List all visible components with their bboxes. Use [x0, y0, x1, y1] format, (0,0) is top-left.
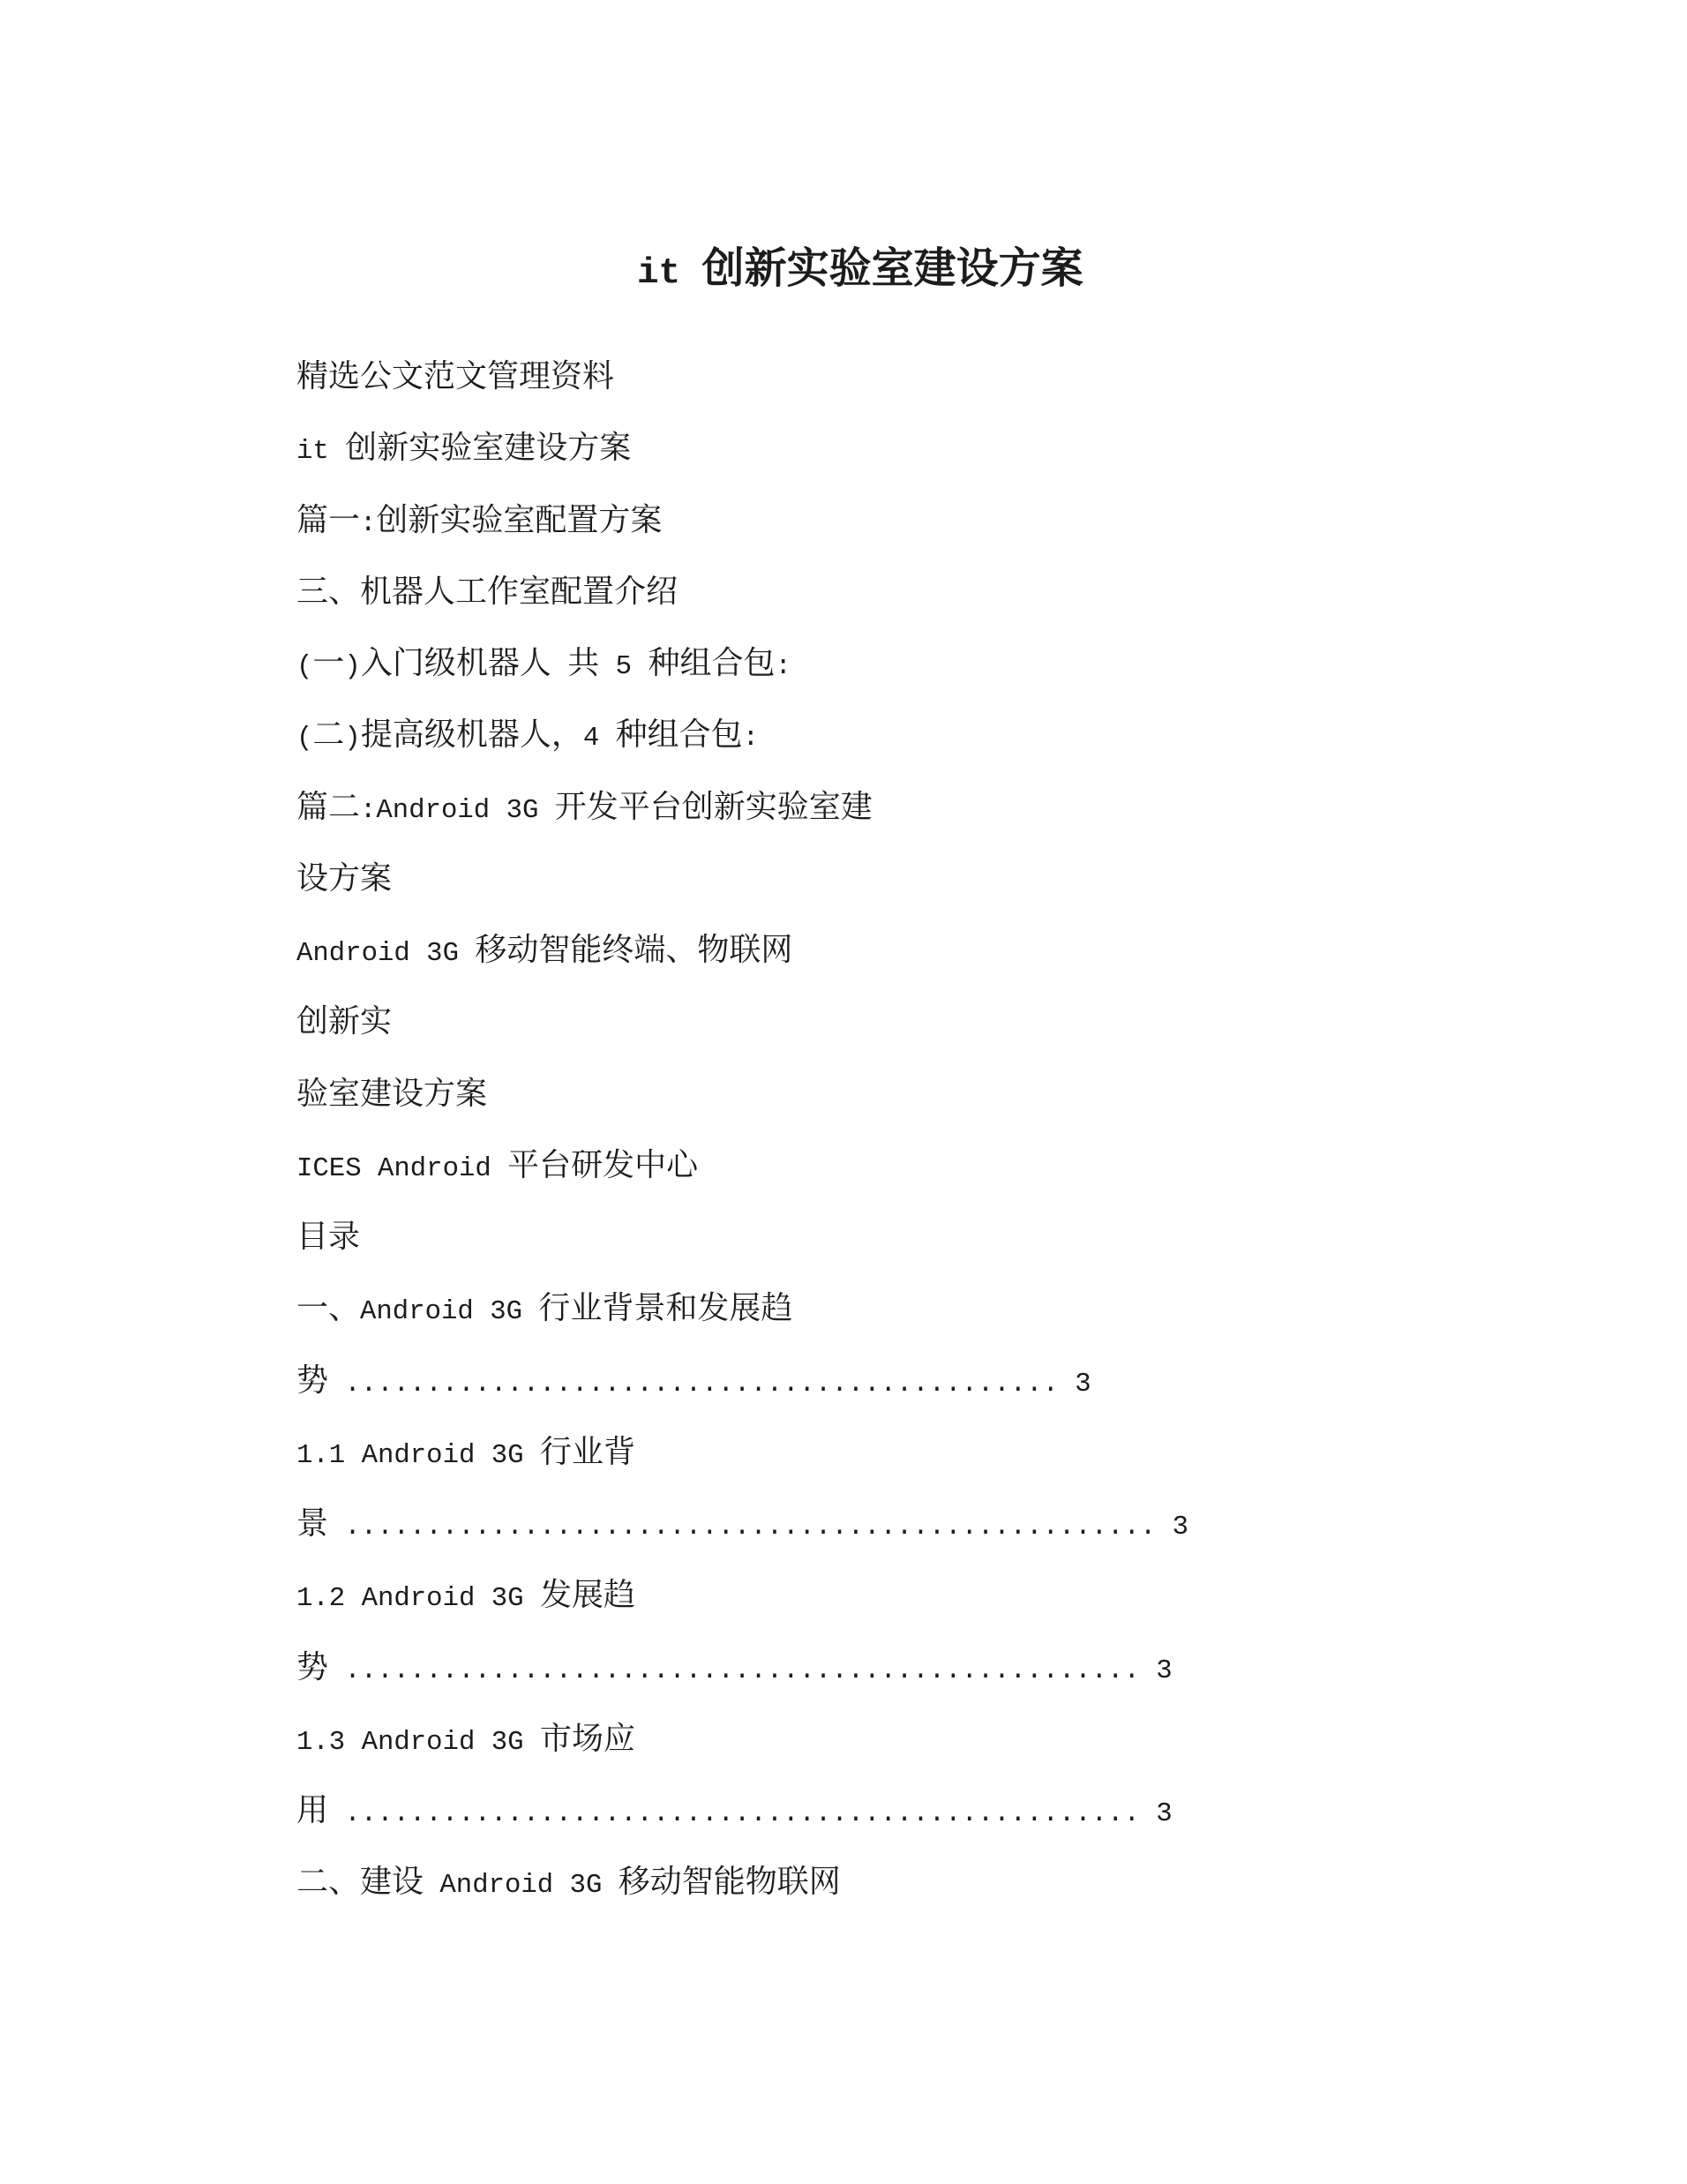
latin-run: :: [360, 507, 377, 539]
toc-entry-leader: 用 ................................................. 3: [296, 1792, 1173, 1829]
toc-entry-leader: 势 ............................................ 3: [296, 1362, 1091, 1400]
list-item: (二)提高级机器人，4 种组合包:: [296, 717, 760, 754]
document-title: it 创新实验室建设方案: [637, 245, 1083, 294]
document-body: [296, 341, 1532, 1918]
list-item: (一)入门级机器人 共 5 种组合包:: [296, 645, 791, 682]
toc-entry-title: 1.2 Android 3G 发展趋: [296, 1577, 635, 1615]
toc-entry-leader: 势 ................................................. 3: [296, 1648, 1173, 1686]
latin-run: 1.1 Android 3G: [296, 1439, 540, 1471]
toc-entry-title: 1.1 Android 3G 行业背: [296, 1433, 635, 1471]
latin-run: 1.3 Android 3G: [296, 1726, 540, 1758]
latin-run: Android 3G: [360, 1296, 539, 1328]
latin-run: 4: [582, 723, 616, 754]
cover-title-line: 验室建设方案: [296, 1075, 488, 1111]
latin-run: :Android 3G: [360, 794, 555, 826]
latin-run: Android 3G: [424, 1870, 619, 1902]
latin-run: ICES Android: [296, 1152, 508, 1184]
latin-run: it: [296, 436, 346, 468]
section-heading-2-continued: 设方案: [296, 859, 393, 896]
latin-run: :: [742, 723, 760, 754]
latin-run: (: [296, 723, 313, 754]
toc-entry-leader: 景 .................................................. 3: [296, 1505, 1189, 1542]
latin-run: ................................................. 3: [328, 1655, 1173, 1686]
doc-heading: it 创新实验室建设方案: [296, 430, 632, 468]
cover-title-line: 创新实: [296, 1003, 393, 1039]
cover-title-line: Android 3G 移动智能终端、物联网: [296, 932, 793, 969]
toc-entry-title: 1.3 Android 3G 市场应: [296, 1720, 635, 1758]
source-label: 精选公文范文管理资料: [296, 358, 615, 394]
toc-entry-title: 一、Android 3G 行业背景和发展趋: [296, 1290, 793, 1328]
toc-heading: 目录: [296, 1219, 361, 1254]
section-heading-1: 篇一:创新实验室配置方案: [296, 501, 663, 539]
latin-run: ): [344, 723, 361, 754]
latin-run: 1.2 Android 3G: [296, 1583, 540, 1615]
cover-organization: ICES Android 平台研发中心: [296, 1146, 699, 1184]
latin-run: ): [344, 651, 361, 682]
section-heading-2: 篇二:Android 3G 开发平台创新实验室建: [296, 788, 873, 826]
latin-run: .................................................. 3: [328, 1512, 1189, 1542]
latin-run: ............................................ 3: [328, 1368, 1091, 1400]
latin-run: 5: [599, 651, 649, 682]
latin-run: [551, 651, 567, 682]
latin-run: Android 3G: [296, 938, 476, 969]
latin-run: it: [637, 253, 702, 294]
latin-run: ................................................. 3: [328, 1798, 1173, 1829]
toc-entry-title: 二、建设 Android 3G 移动智能物联网: [296, 1864, 841, 1902]
latin-run: :: [775, 651, 791, 682]
subsection-heading: 三、机器人工作室配置介绍: [296, 573, 679, 609]
latin-run: (: [296, 651, 313, 682]
